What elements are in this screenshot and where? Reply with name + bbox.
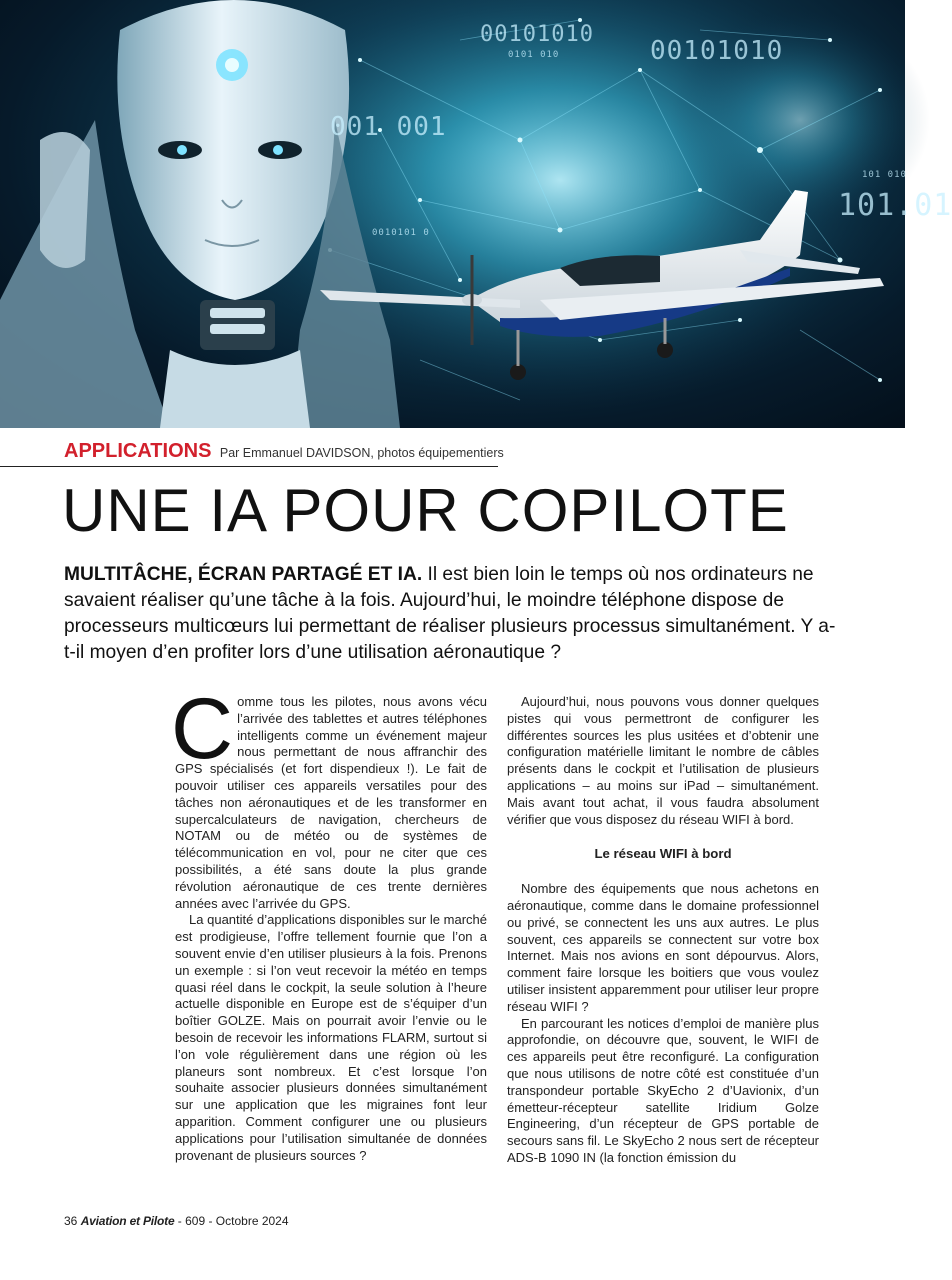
subheading: Le réseau WIFI à bord (594, 846, 732, 862)
paragraph (171, 681, 487, 912)
paragraph: Nombre des équipements que nous achetons en aéronautique, comme dans le domaine professionnel ou privé, se connectent les uns aux autres. Le plus souvent, ces appareils se connectent sur votre box Internet. Mais nos avions en sont dépourvus. Alors, comment faire lorsque les boitiers que vous voulez utiliser insistent apparemment pour utiliser leur propre réseau WIFI ? (507, 881, 819, 1014)
binary-code-text: 001 001 (330, 112, 447, 142)
robot-head (0, 0, 400, 428)
binary-code-text: 00101010 (650, 36, 784, 66)
binary-code-text: 101 010 (862, 170, 907, 180)
magazine-name: Aviation et Pilote (80, 1214, 175, 1228)
binary-code-text: 00101010 (480, 22, 594, 47)
binary-code-text: 101.01 (838, 188, 952, 223)
standfirst (64, 562, 844, 666)
page-number: 36 (64, 1214, 78, 1228)
page-footer (64, 1214, 289, 1228)
hero-image (0, 0, 952, 428)
paragraph: Aujourd’hui, nous pouvons vous donner quelques pistes qui vous permettront de configurer les différentes sources les plus usitées et d’obtenir une configuration matérielle limitant le nombre de câbles présents dans le cockpit et l’utilisation de plusieurs applications – au moins sur iPad – simultanément. Mais avant tout achat, il vous faudra absolument vérifier que vous disposez du réseau WIFI à bord. (507, 694, 819, 827)
article-column-right (507, 694, 819, 1167)
paragraph: En parcourant les notices d’emploi de manière plus approfondie, on découvre que, souvent, le WIFI de ces appareils peut être reconfiguré. La configuration que nous utilisons de notre côté est constituée d’un transpondeur portable SkyEcho 2 d’Uavionix, d’un émetteur-récepteur satellite Iridium Golze Engineering, d’un récepteur de GPS portable de secours sans fil. Le SkyEcho 2 nous sert de récepteur ADS-B 1090 IN (la fonction émission du (507, 1015, 819, 1165)
standfirst-text: Il est bien loin le temps où nos ordinateurs ne savaient réaliser qu’une tâche à la fois. Aujourd’hui, le moindre téléphone dispose de processeurs multicœurs lui permettant de réaliser plusieurs processus simultanément. Y a-t-il moyen d’en profiter lors d’une utilisation aéronautique ? (64, 564, 836, 663)
section-rubric: APPLICATIONS (64, 440, 212, 462)
standfirst-lead: MULTITÂCHE, ÉCRAN PARTAGÉ ET IA. (64, 564, 423, 585)
issue-info: - 609 - Octobre 2024 (174, 1214, 289, 1228)
drop-cap: C (171, 681, 234, 777)
binary-code-text: 0010101 0 (372, 228, 430, 238)
paragraph-text: omme tous les pilotes, nous avons vécu l’arrivée des tablettes et autres téléphones intelligents comme un événement majeur nous permettant de nous affranchir des GPS spécialisés (et fort dispendieux !). Le fait de pouvoir utiliser ces appareils versatiles pour des tâches non aéronautiques et de les transformer en supercalculateurs de navigation, chercheurs de NOTAM ou de météo ou de systèmes de télécommunication en vol, pour ne citer que ces possibilités, a été sans doute la plus grande révolution aéronautique de ces trente dernières années avec l’arrivée du GPS. (175, 694, 487, 911)
byline: Par Emmanuel DAVIDSON, photos équipementiers (219, 446, 504, 460)
binary-code-text: 0101 010 (508, 50, 560, 60)
paragraph: La quantité d’applications disponibles sur le marché est prodigieuse, l’offre tellement fournie que l’on a souvent envie d’en utiliser plusieurs à la fois. Prenons un exemple : si l’on veut recevoir la météo en temps quasi réel dans le cockpit, la seule solution à l’heure actuelle disponible en Europe est de s’équiper d’un boîtier GOLZE. Mais on pourrait avoir l’envie ou le besoin de recevoir les informations FLARM, surtout si l’on vole régulièrement dans une région où les planeurs sont nombreux. Et c’est lorsque l’on souhaite associer plusieurs données simultanément sur une application que les migraines font leur apparition. Comment configurer une ou plusieurs applications pour l’utilisation simultanée de données provenant de plusieurs sources ? (175, 912, 487, 1163)
section-kicker (64, 440, 504, 463)
article-column-left (171, 681, 487, 1164)
kicker-divider (0, 466, 498, 467)
article-title: UNE IA POUR COPILOTE (62, 477, 789, 544)
